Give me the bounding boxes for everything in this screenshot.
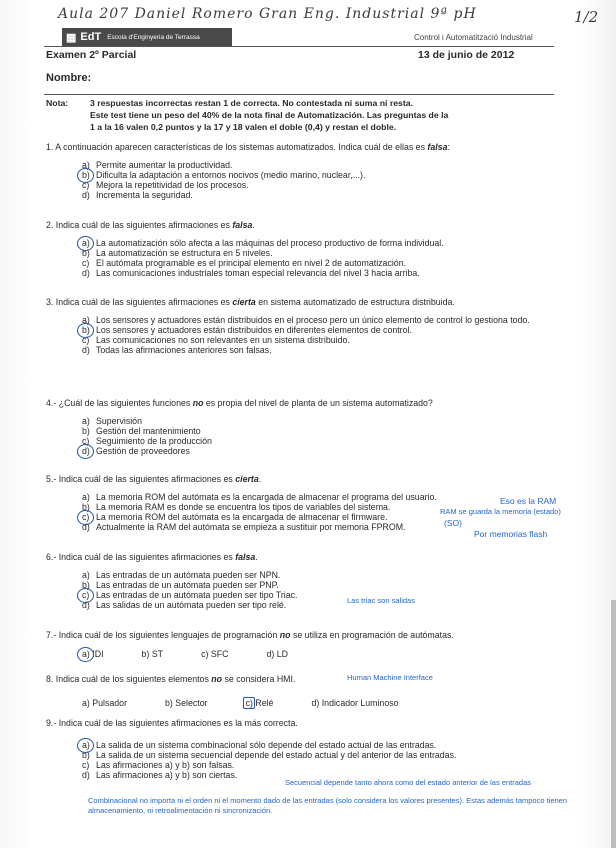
- question-text: 2. Indica cuál de las siguientes afirmaciones es falsa.: [46, 220, 255, 230]
- option-c[interactable]: c) Relé: [246, 698, 274, 710]
- option-b[interactable]: b) La memoria RAM es donde se encuentra los tipos de variables del sistema.: [82, 501, 391, 512]
- nota-label: Nota:: [46, 98, 69, 108]
- question-text: 8. Indica cuál de los siguientes elementos no se considera HMI.: [46, 674, 296, 684]
- exam-title: Examen 2º Parcial: [46, 49, 137, 61]
- option-c[interactable]: c) Las afirmaciones a) y b) son falsas.: [82, 759, 235, 770]
- nota-line: 3 respuestas incorrectas restan 1 de correcta. No contestada ni suma ni resta.: [90, 98, 414, 108]
- question-9: [46, 718, 556, 780]
- question-text: 7.- Indica cuál de los siguientes lenguajes de programación no se utiliza en programación de autómatas.: [46, 630, 454, 640]
- option-b[interactable]: b) Los sensores y actuadores están distribuidos en diferentes elementos de control.: [82, 325, 556, 335]
- handwritten-note: Secuencial depende tanto ahora como del estado anterior de las entradas: [285, 778, 532, 787]
- question-3: [46, 297, 556, 355]
- department-label: Control i Automatització Industrial: [414, 33, 533, 42]
- option-d[interactable]: d) Actualmente la RAM del autómata se empieza a sustituir por memoria FPROM.: [82, 522, 406, 533]
- option-a[interactable]: a) Pulsador: [82, 697, 128, 708]
- header-divider: [44, 46, 554, 47]
- option-d[interactable]: d) Todas las afirmaciones anteriores son falsas.: [82, 345, 272, 356]
- option-d[interactable]: d) Las salidas de un autómata pueden ser tipo relé.: [82, 600, 287, 611]
- option-c[interactable]: c) Las entradas de un autómata pueden ser tipo Triac.: [82, 590, 556, 600]
- option-b[interactable]: b) Dificulta la adaptación a entornos nocivos (medio marino, nuclear,...).: [82, 170, 556, 180]
- handwritten-note: Por memorias flash: [474, 529, 548, 539]
- option-b[interactable]: b) Selector: [165, 697, 208, 708]
- nota-block: [46, 97, 551, 133]
- option-c[interactable]: c) Seguimiento de la producción: [82, 435, 212, 446]
- handwritten-note: RAM se guarda la memoria (estado): [440, 507, 561, 516]
- question-text: 9.- Indica cuál de las siguientes afirmaciones es la más correcta.: [46, 718, 298, 728]
- option-a[interactable]: a) Supervisión: [82, 415, 142, 426]
- option-b[interactable]: b) ST: [141, 648, 164, 659]
- nota-line: 1 a la 16 valen 0,2 puntos y la 17 y 18 valen el doble (0,4) y restan el doble.: [90, 122, 397, 132]
- option-b[interactable]: b) La automatización se estructura en 5 niveles.: [82, 247, 273, 258]
- option-d[interactable]: d) LD: [266, 648, 288, 659]
- question-8: [46, 674, 556, 709]
- question-1: [46, 142, 556, 200]
- exam-date: 13 de junio de 2012: [418, 49, 515, 61]
- question-text: 3. Indica cuál de las siguientes afirmaciones es cierta en sistema automatizado de estructura distribuida.: [46, 297, 455, 307]
- name-label: Nombre:: [46, 72, 92, 84]
- option-d[interactable]: d) Indicador Luminoso: [311, 697, 399, 708]
- question-text: 1. A continuación aparecen características de los sistemas automatizados. Indica cuál de ellas es falsa:: [46, 142, 450, 152]
- handwritten-footer-note: Combinacional no importa ni el orden ni el momento dado de las entradas (solo considera los valores presentes). Estas además tampoco tienen almacenamiento, ni retroalimentación ni sincronización.: [88, 796, 568, 815]
- option-c[interactable]: c) El autómata programable es el principal elemento en nivel 2 de automatización.: [82, 257, 407, 268]
- scan-edge: [611, 600, 616, 848]
- logo-school-name: Escola d'Enginyeria de Terrassa: [107, 33, 200, 41]
- option-c[interactable]: c) Las comunicaciones no son relevantes en un sistema distribuido.: [82, 334, 350, 345]
- option-b[interactable]: b) Las entradas de un autómata pueden ser PNP.: [82, 579, 279, 590]
- option-d[interactable]: d) Incrementa la seguridad.: [82, 190, 193, 201]
- option-a[interactable]: a) La automatización sólo afecta a las máquinas del proceso productivo de forma individual.: [82, 238, 556, 248]
- question-4: [46, 398, 556, 456]
- option-a[interactable]: a) Permite aumentar la productividad.: [82, 159, 233, 170]
- question-2: [46, 220, 556, 278]
- selected-answer-mark: [77, 444, 94, 459]
- option-a[interactable]: a) La salida de un sistema combinacional sólo depende del estado actual de las entradas.: [82, 740, 556, 750]
- question-6: [46, 552, 556, 610]
- handwritten-header: Aula 207 Daniel Romero Gran Eng. Industrial 9ª pH: [58, 6, 477, 22]
- logo-grid-icon: ▦: [66, 31, 76, 44]
- question-text: 4.- ¿Cuál de las siguientes funciones no es propia del nivel de planta de un sistema automatizado?: [46, 398, 433, 408]
- option-a[interactable]: a) La memoria ROM del autómata es la encargada de almacenar el programa del usuario.: [82, 491, 437, 502]
- question-text: 5.- Indica cuál de las siguientes afirmaciones es cierta.: [46, 474, 262, 484]
- handwritten-note: Eso es la RAM: [500, 496, 557, 506]
- selected-answer-mark: [77, 647, 94, 662]
- option-c[interactable]: c) La memoria ROM del autómata es la encargada de almacenar el firmware.: [82, 512, 556, 522]
- handwritten-note: Las triac son salidas: [347, 596, 415, 605]
- option-b[interactable]: b) La salida de un sistema secuencial depende del estado actual y del anterior de las entradas.: [82, 749, 457, 760]
- question-5: [46, 474, 556, 532]
- option-d[interactable]: d) Gestión de proveedores: [82, 446, 556, 456]
- option-a[interactable]: a) Las entradas de un autómata pueden ser NPN.: [82, 569, 281, 580]
- handwritten-note: (SO): [444, 518, 462, 528]
- selected-answer-mark: [243, 697, 255, 709]
- option-b[interactable]: b) Gestión del mantenimiento: [82, 425, 201, 436]
- option-d[interactable]: d) Las afirmaciones a) y b) son ciertas.: [82, 770, 238, 781]
- school-logo: [62, 28, 232, 46]
- option-c[interactable]: c) SFC: [201, 648, 229, 659]
- option-c[interactable]: c) Mejora la repetitividad de los procesos.: [82, 179, 249, 190]
- logo-mark: EdT: [80, 31, 102, 43]
- question-7: [46, 630, 556, 660]
- handwritten-note: Human Machine Interface: [347, 673, 433, 682]
- nota-divider: [44, 94, 554, 95]
- page-number: 1/2: [574, 8, 599, 26]
- option-a[interactable]: a) Los sensores y actuadores están distribuidos en el proceso pero un único elemento de control lo gestiona todo.: [82, 314, 530, 325]
- option-a[interactable]: a) IDI: [82, 649, 104, 661]
- nota-line: Este test tiene un peso del 40% de la nota final de Automatización. Las preguntas de la: [90, 110, 449, 120]
- question-text: 6.- Indica cuál de las siguientes afirmaciones es falsa.: [46, 552, 258, 562]
- option-d[interactable]: d) Las comunicaciones industriales toman especial relevancia del nivel 3 hacia arriba.: [82, 268, 420, 279]
